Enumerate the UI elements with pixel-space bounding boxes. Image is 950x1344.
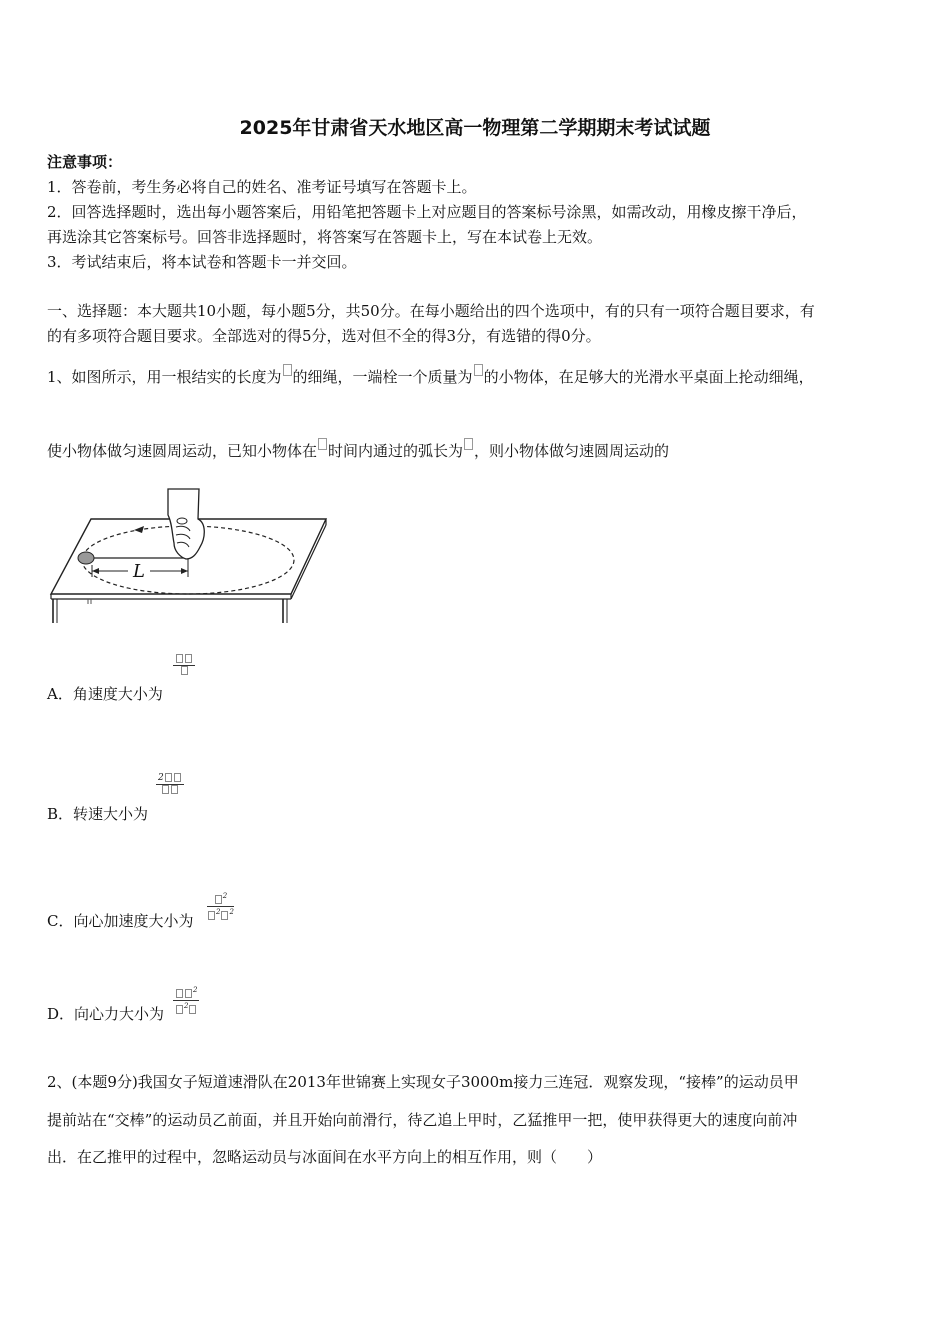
notice-item-2-line-2: 再选涂其它答案标号。回答非选择题时，将答案写在答题卡上，写在本试卷上无效。 — [47, 228, 603, 246]
option-b-formula — [156, 773, 184, 796]
q1-text-part-6: ，则小物体做匀速圆周运动的 — [474, 442, 670, 460]
section-1-intro-line-2: 的有多项符合题目要求。全部选对的得5分，选对但不全的得3分，有选错的得0分。 — [47, 327, 601, 345]
exponent: 2 — [229, 908, 234, 916]
formula-placeholder-icon — [318, 438, 327, 450]
notice-item-1: 1．答卷前，考生务必将自己的姓名、准考证号填写在答题卡上。 — [47, 178, 477, 196]
section-1-intro-line-1: 一、选择题：本大题共10小题，每小题5分，共50分。在每小题给出的四个选项中，有的只有一项符合题目要求，有 — [47, 302, 815, 320]
circular-motion-figure — [46, 487, 336, 627]
notice-heading: 注意事项： — [47, 153, 123, 171]
option-c-formula — [207, 891, 234, 922]
q1-text-part-1: 1、如图所示，用一根结实的长度为 — [47, 368, 282, 386]
question-2-line-2: 提前站在“交棒”的运动员乙前面，并且开始向前滑行，待乙追上甲时，乙猛推甲一把，使甲获得更大的速度向前冲 — [47, 1111, 798, 1129]
option-d[interactable]: D．向心力大小为 — [47, 1005, 165, 1023]
notice-item-3: 3．考试结束后，将本试卷和答题卡一并交回。 — [47, 253, 357, 271]
option-c[interactable]: C．向心加速度大小为 — [47, 912, 194, 930]
q1-text-part-3: 的小物体，在足够大的光滑水平桌面上抡动细绳， — [483, 368, 814, 386]
length-label: L — [133, 561, 145, 582]
page-title: 2025年甘肃省天水地区高一物理第二学期期末考试试题 — [239, 117, 711, 139]
option-b-coefficient: 2 — [158, 773, 164, 783]
option-b[interactable]: B．转速大小为 — [47, 805, 149, 823]
exponent: 2 — [184, 1002, 189, 1010]
formula-placeholder-icon — [474, 364, 483, 376]
small-object — [78, 552, 94, 564]
question-1-line-1 — [47, 364, 814, 387]
option-d-formula — [173, 985, 199, 1016]
question-2-line-1: 2、(本题9分)我国女子短道速滑队在2013年世锦赛上实现女子3000m接力三连冠．观察发现，“接棒”的运动员甲 — [47, 1073, 799, 1091]
q1-text-part-5: 时间内通过的弧长为 — [328, 442, 464, 460]
option-a[interactable]: A．角速度大小为 — [47, 685, 163, 703]
exponent: 2 — [222, 892, 228, 900]
question-1-line-2 — [47, 438, 669, 461]
option-a-formula — [173, 654, 195, 677]
question-2-line-3: 出．在乙推甲的过程中，忽略运动员与冰面间在水平方向上的相互作用，则（ ） — [47, 1148, 603, 1166]
q1-text-part-2: 的细绳，一端栓一个质量为 — [292, 368, 473, 386]
q1-text-part-4: 使小物体做匀速圆周运动，已知小物体在 — [47, 442, 318, 460]
exponent: 2 — [193, 986, 198, 994]
notice-item-2-line-1: 2．回答选择题时，选出每小题答案后，用铅笔把答题卡上对应题目的答案标号涂黑，如需改动，用橡皮擦干净后， — [47, 203, 807, 221]
exponent: 2 — [216, 908, 221, 916]
formula-placeholder-icon — [283, 364, 292, 376]
formula-placeholder-icon — [464, 438, 473, 450]
